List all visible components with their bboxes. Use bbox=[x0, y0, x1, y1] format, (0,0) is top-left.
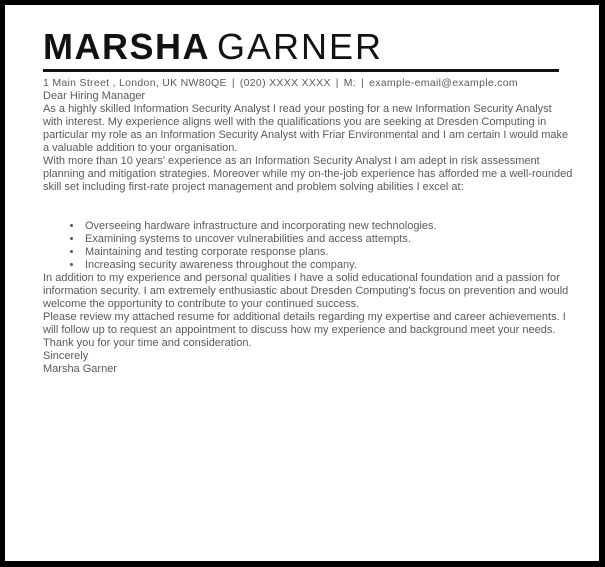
skills-list bbox=[43, 220, 573, 272]
paragraph-experience: With more than 10 years' experience as an Information Security Analyst I am adept in risk assessment planning and mitigation strategies. Moreover while my on-the-job experience has afforded me a well-rounded skill set including first-rate project management and problem solving abilities I excel at: bbox=[43, 155, 573, 193]
letter-body bbox=[43, 90, 573, 376]
contact-phone: (020) XXXX XXXX bbox=[239, 77, 331, 89]
contact-address: 1 Main Street , London, UK NW80QE bbox=[43, 77, 227, 89]
thanks-line: Thank you for your time and consideration. bbox=[43, 337, 252, 349]
salutation: Dear Hiring Manager bbox=[43, 90, 146, 102]
contact-mobile-label: M: bbox=[343, 77, 357, 89]
paragraph-intro: As a highly skilled Information Security Analyst I read your posting for a new Information Security Analyst with interest. My experience aligns well with the qualifications you are seeking at Dresden Computing in particular my role as an Information Security Analyst with Friar Environmental and I am certain I would make a valuable addition to your organisation. bbox=[43, 103, 569, 154]
contact-email: example-email@example.com bbox=[369, 77, 518, 89]
list-item: • Increasing security awareness throughout the company. bbox=[83, 259, 573, 272]
last-name: GARNER bbox=[217, 26, 384, 67]
paragraph-resume: Please review my attached resume for additional details regarding my expertise and career achievements. I will follow up to request an appointment to discuss how my experience and background meet your needs. bbox=[43, 311, 566, 336]
page-title bbox=[43, 28, 572, 65]
signature-name: Marsha Garner bbox=[43, 363, 117, 375]
contact-separator: | bbox=[361, 77, 365, 89]
paragraph-education: In addition to my experience and personal qualities I have a solid educational foundation and a passion for information security. I am extremely enthusiastic about Dresden Computing's focus on prevention and would welcome the opportunity to contribute to your continued success. bbox=[43, 272, 569, 310]
list-item: • Examining systems to uncover vulnerabilities and access attempts. bbox=[83, 233, 573, 246]
contact-separator: | bbox=[231, 77, 235, 89]
list-item: • Overseeing hardware infrastructure and incorporating new technologies. bbox=[83, 220, 573, 233]
header-divider bbox=[43, 69, 559, 72]
list-item: • Maintaining and testing corporate response plans. bbox=[83, 246, 573, 259]
contact-separator: | bbox=[335, 77, 339, 89]
signoff: Sincerely bbox=[43, 350, 89, 362]
contact-line bbox=[43, 77, 572, 90]
first-name: MARSHA bbox=[43, 26, 210, 67]
